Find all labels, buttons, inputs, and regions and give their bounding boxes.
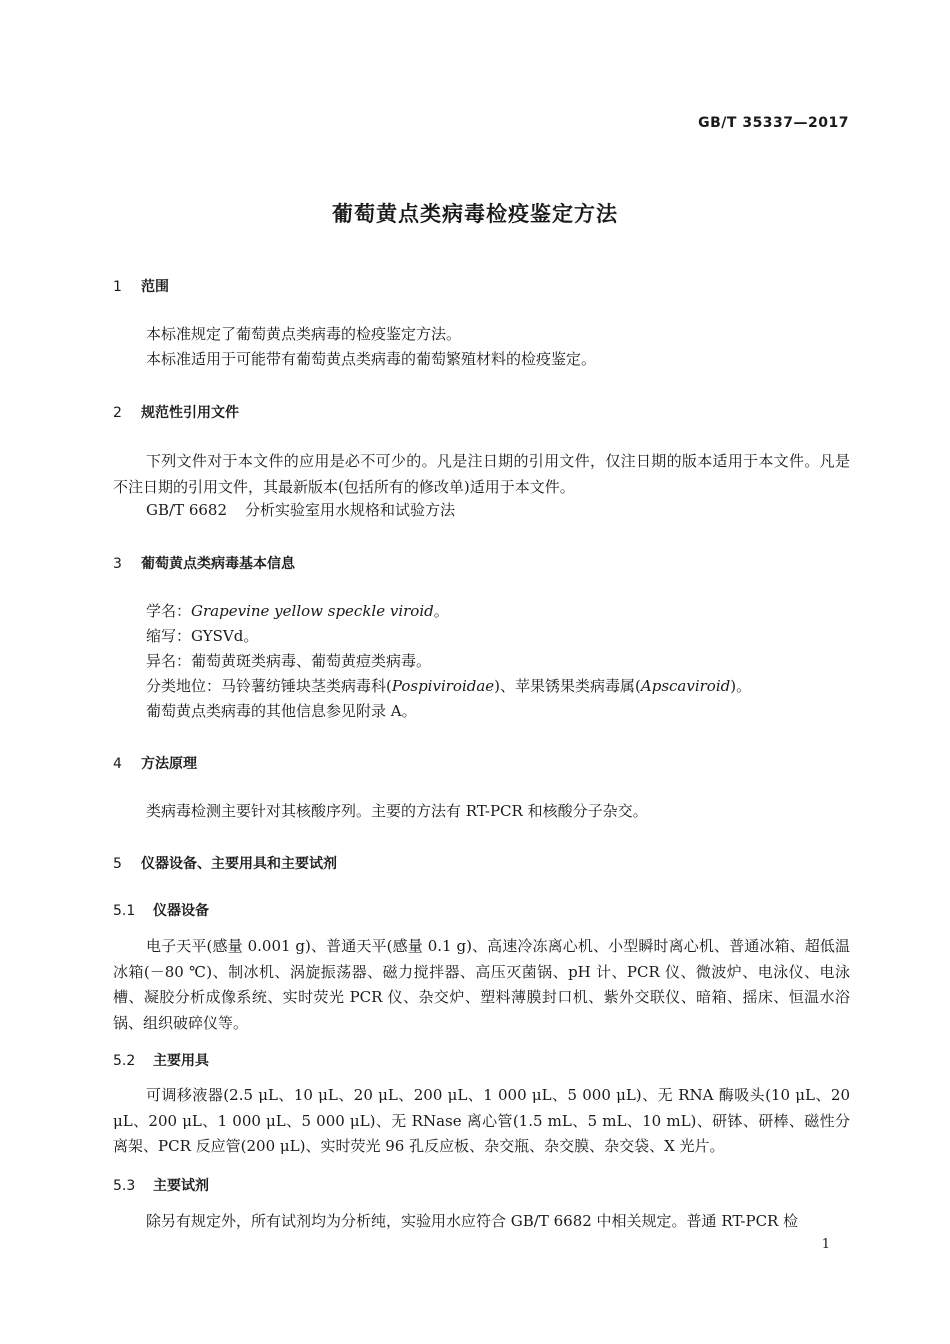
family-name: Pospiviroidae bbox=[391, 677, 495, 695]
subsection-5-3-heading bbox=[113, 1175, 209, 1195]
document-title: 葡萄黄点类病毒检疫鉴定方法 bbox=[332, 202, 618, 226]
section-title: 仪器设备、主要用具和主要试剂 bbox=[141, 856, 337, 872]
paragraph: 本标准适用于可能带有葡萄黄点类病毒的葡萄繁殖材料的检疫鉴定。 bbox=[146, 350, 597, 368]
paragraph: 除另有规定外，所有试剂均为分析纯，实验用水应符合 GB/T 6682 中相关规定。普通 RT-PCR 检 bbox=[146, 1212, 799, 1230]
subsection-5-2-heading bbox=[113, 1050, 209, 1070]
normative-reference bbox=[146, 498, 455, 522]
subsection-title: 主要用具 bbox=[153, 1053, 209, 1069]
subsection-number: 5.2 bbox=[113, 1053, 136, 1069]
paragraph: 电子天平(感量 0.001 g)、普通天平(感量 0.1 g)、高速冷冻离心机、小型瞬时离心机、普通冰箱、超低温冰箱(－80 ℃)、制冰机、涡旋振荡器、磁力搅拌器、高压灭菌锅、pH 计、PCR 仪、微波炉、电泳仪、电泳槽、凝胶分析成像系统、实时荧光 PCR 仪、杂交炉、塑料薄膜封口机、紫外交联仪、暗箱、摇床、恒温水浴锅、组织破碎仪等。 bbox=[113, 937, 850, 1032]
paragraph: 类病毒检测主要针对其核酸序列。主要的方法有 RT-PCR 和核酸分子杂交。 bbox=[146, 802, 648, 820]
section-title: 葡萄黄点类病毒基本信息 bbox=[141, 556, 295, 572]
synonym-line: 异名：葡萄黄斑类病毒、葡萄黄痘类病毒。 bbox=[146, 652, 432, 670]
paragraph: 本标准规定了葡萄黄点类病毒的检疫鉴定方法。 bbox=[146, 325, 462, 343]
section-number: 3 bbox=[113, 556, 122, 572]
subsection-title: 仪器设备 bbox=[153, 903, 209, 919]
genus-name: Apscaviroid bbox=[640, 677, 731, 695]
section-title: 方法原理 bbox=[141, 756, 197, 772]
punctuation: 。 bbox=[433, 602, 449, 620]
label: 学名： bbox=[146, 602, 192, 620]
subsection-5-1-heading bbox=[113, 900, 209, 920]
section-title: 范围 bbox=[141, 279, 169, 295]
standard-number: GB/T 35337—2017 bbox=[698, 115, 849, 131]
text: 分类地位：马铃薯纺锤块茎类病毒科( bbox=[146, 677, 392, 695]
scientific-name: Grapevine yellow speckle viroid bbox=[191, 602, 434, 620]
abbreviation-line: 缩写：GYSVd。 bbox=[146, 627, 259, 645]
page-number: 1 bbox=[821, 1237, 830, 1252]
subsection-number: 5.3 bbox=[113, 1178, 136, 1194]
other-info-line: 葡萄黄点类病毒的其他信息参见附录 A。 bbox=[146, 702, 417, 720]
section-number: 1 bbox=[113, 279, 122, 295]
paragraph: 下列文件对于本文件的应用是必不可少的。凡是注日期的引用文件，仅注日期的版本适用于本文件。凡是不注日期的引用文件，其最新版本(包括所有的修改单)适用于本文件。 bbox=[113, 452, 850, 496]
text: )、苹果锈果类病毒属( bbox=[494, 677, 641, 695]
section-title: 规范性引用文件 bbox=[141, 405, 239, 421]
section-3-heading bbox=[113, 553, 295, 573]
section-1-heading bbox=[113, 276, 169, 296]
text: )。 bbox=[730, 677, 752, 695]
taxonomy-line bbox=[146, 674, 751, 698]
section-number: 4 bbox=[113, 756, 122, 772]
section-5-heading bbox=[113, 853, 337, 873]
reference-code: GB/T 6682 bbox=[146, 501, 228, 519]
scientific-name-line bbox=[146, 599, 449, 623]
subsection-title: 主要试剂 bbox=[153, 1178, 209, 1194]
section-2-heading bbox=[113, 402, 239, 422]
paragraph: 可调移液器(2.5 μL、10 μL、20 μL、200 μL、1 000 μL、5 000 μL)、无 RNA 酶吸头(10 μL、20 μL、200 μL、1 000 μL、5 000 μL)、无 RNase 离心管(1.5 mL、5 mL、10 mL)、研钵、研棒、磁性分离架、PCR 反应管(200 μL)、实时荧光 96 孔反应板、杂交瓶、杂交膜、杂交袋、X 光片。 bbox=[113, 1086, 850, 1155]
section-4-heading bbox=[113, 753, 197, 773]
subsection-number: 5.1 bbox=[113, 903, 136, 919]
section-number: 5 bbox=[113, 856, 122, 872]
reference-title: 分析实验室用水规格和试验方法 bbox=[245, 501, 456, 519]
section-number: 2 bbox=[113, 405, 122, 421]
